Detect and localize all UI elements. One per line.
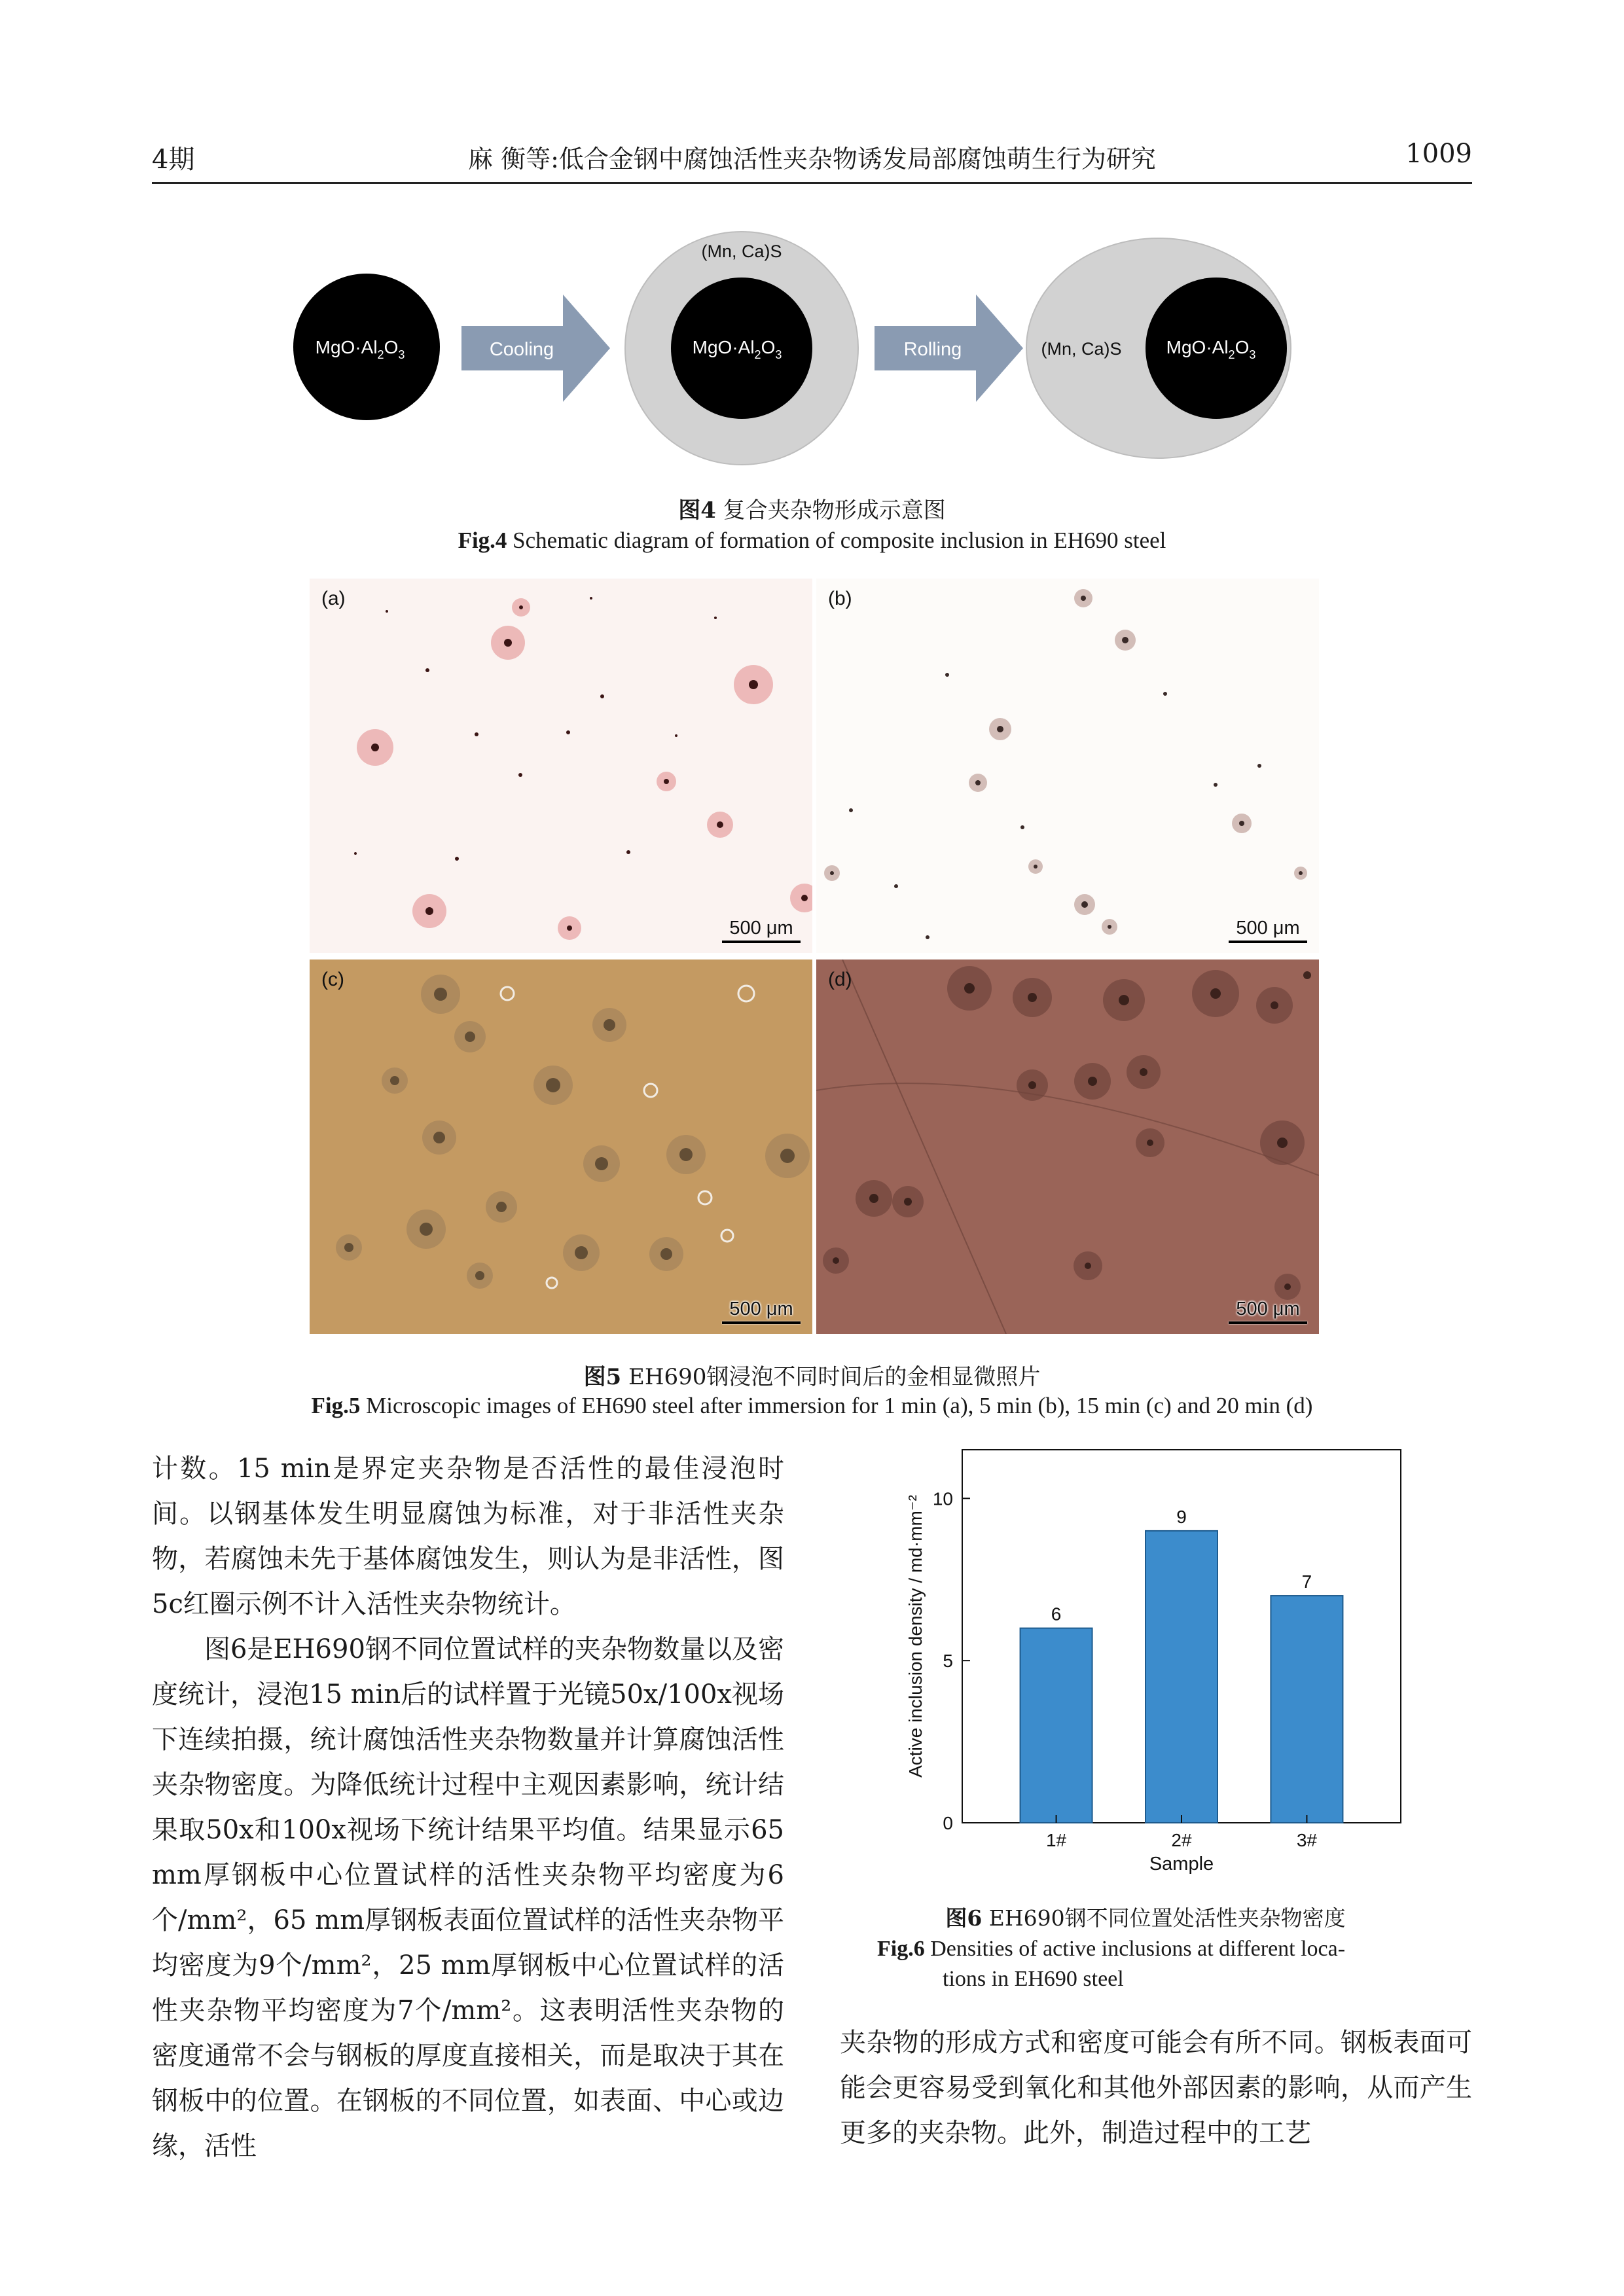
fig4-caption-en: Fig.4 Schematic diagram of formation of composite inclusion in EH690 steel	[458, 528, 1166, 553]
fig5-panel-b-label: (b)	[828, 588, 852, 609]
fig6-y-tick-label: 10	[932, 1488, 953, 1509]
fig6-bar-2	[1146, 1531, 1218, 1823]
fig5-panel-c-image	[310, 960, 812, 1334]
header-rule	[152, 182, 1472, 184]
fig6-x-tick-label: 2#	[1171, 1830, 1192, 1850]
fig4-arrow-rolling-label: Rolling	[903, 339, 962, 360]
fig5-caption-cn: 图5 EH690钢浸泡不同时间后的金相显微照片	[583, 1364, 1041, 1390]
fig5-panel-d-image	[816, 960, 1319, 1334]
fig4-caption-cn: 图4 复合夹杂物形成示意图	[678, 497, 946, 524]
fig6-caption-en: Fig.6 Densities of active inclusions at different loca- tions in EH690 steel	[877, 1937, 1346, 1991]
fig6-y-tick-label: 5	[943, 1651, 953, 1672]
fig5-panel-b-image	[816, 579, 1319, 953]
fig6-bar-value-label: 6	[1051, 1604, 1062, 1624]
fig5-panel-a-label: (a)	[321, 588, 346, 609]
fig4-shell-3-label: (Mn, Ca)S	[1041, 339, 1122, 359]
fig4-core-1-label: $MgO\cdot Al_2O_3$	[315, 337, 405, 361]
paragraph-2: 图6是EH690钢不同位置试样的夹杂物数量以及密度统计，浸泡15 min后的试样置于光镜50x/100x视场下连续拍摄，统计腐蚀活性夹杂物数量并计算腐蚀活性夹杂物密度。为降低统计过程中主观因素影响，统计结果取50x和100x视场下统计结果平均值。结果显示65 mm厚钢板中心位置试样的活性夹杂物平均密度为6个/mm²，65 mm厚钢板表面位置试样的活性夹杂物平均密度为9个/mm²，25 mm厚钢板中心位置试样的活性夹杂物平均密度为7个/mm²。这表明活性夹杂物的密度通常不会与钢板的厚度直接相关，而是取决于其在钢板中的位置。在钢板的不同位置，如表面、中心或边缘，活性	[152, 1634, 784, 2161]
page-number: 1009	[1405, 139, 1472, 169]
fig6-bar-value-label: 7	[1301, 1571, 1312, 1592]
fig5-panel-a	[310, 579, 812, 953]
fig5-panel-a-image	[310, 579, 812, 953]
fig4-arrow-cooling-label: Cooling	[489, 339, 554, 360]
fig5-panel-b	[816, 579, 1319, 953]
body-left-column	[152, 1446, 784, 2169]
fig6-y-axis-label: Active inclusion density / md·mm⁻²	[905, 1495, 926, 1778]
fig6-x-tick-label: 3#	[1296, 1830, 1318, 1850]
fig6-caption-cn: 图6 EH690钢不同位置处活性夹杂物密度	[945, 1905, 1346, 1931]
fig5-panel-a-scalebar: 500 μm	[722, 918, 801, 943]
fig5-panel-b-scalebar: 500 μm	[1229, 918, 1307, 943]
fig6-bar-value-label: 9	[1176, 1506, 1187, 1527]
issue-number: 4期	[152, 145, 195, 175]
paragraph-1: 计数。15 min是界定夹杂物是否活性的最佳浸泡时间。以钢基体发生明显腐蚀为标准，对于非活性夹杂物，若腐蚀未先于基体腐蚀发生，则认为是非活性，图5c红圈示例不计入活性夹杂物统计。	[152, 1454, 784, 1619]
fig6-x-tick-label: 1#	[1045, 1830, 1067, 1850]
fig6-y-tick-label: 0	[943, 1813, 953, 1833]
body-right-column	[840, 2020, 1472, 2156]
fig6-x-axis-label: Sample	[1149, 1854, 1214, 1874]
fig6-bar-chart	[864, 1437, 1453, 1895]
fig5-panel-d-scalebar: 500 μm	[1229, 1299, 1307, 1324]
fig5-panel-d-label: (d)	[828, 969, 852, 990]
fig4-schematic	[288, 216, 1335, 478]
fig4-shell-2-label: (Mn, Ca)S	[701, 242, 782, 261]
fig6-bar-1	[1020, 1628, 1092, 1823]
paragraph-3: 夹杂物的形成方式和密度可能会有所不同。钢板表面可能会更容易受到氧化和其他外部因素的影响，从而产生更多的夹杂物。此外，制造过程中的工艺	[840, 2028, 1472, 2148]
running-title: 麻 衡等:低合金钢中腐蚀活性夹杂物诱发局部腐蚀萌生行为研究	[468, 145, 1156, 173]
fig4-core-2-label: $MgO\cdot Al_2O_3$	[692, 337, 782, 361]
fig5-panel-c-label: (c)	[321, 969, 344, 990]
fig5-panel-c	[310, 960, 812, 1334]
fig5-panel-d	[816, 960, 1319, 1334]
fig6-bar-3	[1271, 1596, 1343, 1823]
fig5-caption-en: Fig.5 Microscopic images of EH690 steel after immersion for 1 min (a), 5 min (b), 15 min (c) and 20 min (d)	[311, 1393, 1313, 1418]
fig5-panel-c-scalebar: 500 μm	[722, 1299, 801, 1324]
fig4-core-3-label: $MgO\cdot Al_2O_3$	[1166, 337, 1256, 361]
